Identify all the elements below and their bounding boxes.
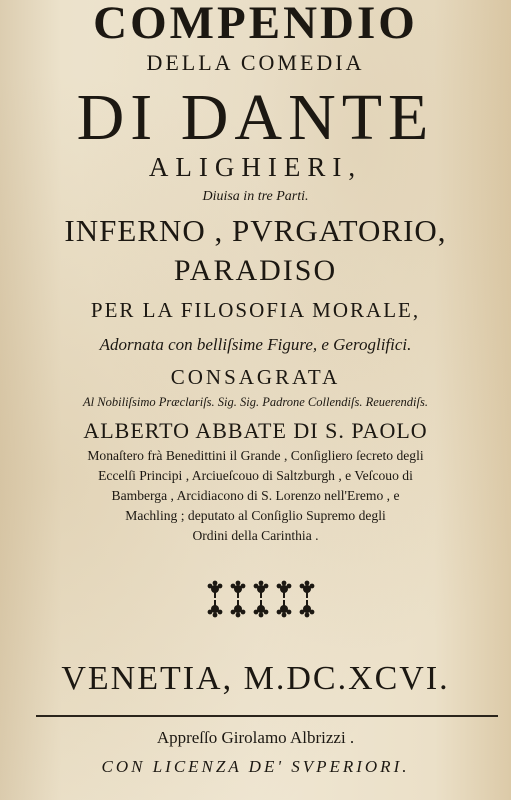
subtitle-divisa: Diuisa in tre Parti. [202,189,309,204]
title-line-alighieri: ALIGHIERI, [148,152,363,182]
imprint-place-date: VENETIA, M.DC.XCVI. [61,660,450,697]
dedication-body-line: Machling ; deputato al Conſiglio Supremo degli [125,508,386,523]
imprint-license: CON LICENZA DE' SVPERIORI. [101,757,410,776]
filosofia-morale-line: PER LA FILOSOFIA MORALE, [90,298,421,322]
floral-ornament-icon [205,578,317,620]
dedication-body-line: Monaſtero frà Benedittini il Grande , Conſigliero ſecreto degli [87,448,424,463]
parts-line-inferno-purgatorio: INFERNO , PVRGATORIO, [64,213,447,248]
title-line-compendio: COMPENDIO [93,0,418,49]
adornata-line: Adornata con belliſsime Figure, e Geroglifici. [99,335,412,354]
title-line-della-comedia: DELLA COMEDIA [146,50,365,75]
imprint-printer: Appreſſo Girolamo Albrizzi . [156,728,355,747]
dedication-intro: Al Nobiliſsimo Præclariſs. Sig. Sig. Padrone Collendiſs. Reuerendiſs. [83,395,428,409]
consagrata-line: CONSAGRATA [170,365,341,389]
parts-line-paradiso: PARADISO [173,254,338,287]
imprint-rule [36,715,498,717]
dedication-body-line: Eccelſi Principi , Arciueſcouo di Saltzburgh , e Veſcouo di [98,468,413,483]
title-line-di-dante: DI DANTE [76,81,435,154]
dedication-body-line: Ordini della Carinthia . [192,528,319,543]
dedication-body-line: Bamberga , Arcidiacono di S. Lorenzo nell'Eremo , e [111,488,400,503]
dedicatee-name: ALBERTO ABBATE DI S. PAOLO [83,418,428,443]
